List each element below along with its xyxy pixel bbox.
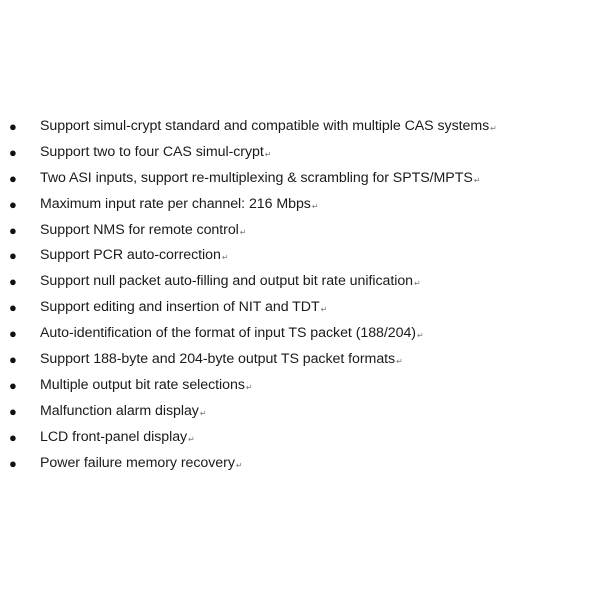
feature-text: LCD front-panel display↵ [40, 428, 195, 445]
list-item [0, 451, 600, 477]
list-item [0, 192, 600, 218]
paragraph-mark-icon: ↵ [396, 357, 403, 367]
list-item [0, 295, 600, 321]
bullet-icon: ● [9, 429, 17, 445]
list-item [0, 347, 600, 373]
bullet-icon: ● [9, 326, 17, 342]
bullet-icon: ● [9, 377, 17, 393]
feature-text: Support 188-byte and 204-byte output TS packet formats↵ [40, 351, 403, 368]
bullet-icon: ● [9, 352, 17, 368]
paragraph-mark-icon: ↵ [235, 460, 243, 470]
feature-text: Support editing and insertion of NIT and TDT↵ [40, 299, 328, 316]
paragraph-mark-icon: ↵ [245, 382, 253, 392]
feature-bullet-list [0, 114, 600, 476]
feature-text: Two ASI inputs, support re-multiplexing & scrambling for SPTS/MPTS↵ [40, 169, 481, 186]
paragraph-mark-icon: ↵ [473, 175, 481, 185]
list-item [0, 399, 600, 425]
list-item [0, 243, 600, 269]
feature-text: Maximum input rate per channel: 216 Mbps↵ [40, 195, 319, 212]
paragraph-mark-icon: ↵ [199, 408, 207, 418]
list-item [0, 114, 600, 140]
list-item [0, 166, 600, 192]
bullet-icon: ● [9, 196, 17, 212]
paragraph-mark-icon: ↵ [239, 227, 247, 237]
list-item [0, 425, 600, 451]
feature-text: Support NMS for remote control↵ [40, 221, 247, 238]
feature-text: Support null packet auto-filling and output bit rate unification↵ [40, 273, 421, 290]
feature-text: Malfunction alarm display↵ [40, 402, 207, 419]
feature-text: Auto-identification of the format of input TS packet (188/204)↵ [40, 325, 424, 342]
bullet-icon: ● [9, 403, 17, 419]
feature-text: Support PCR auto-correction↵ [40, 247, 229, 264]
feature-text: Power failure memory recovery↵ [40, 454, 243, 471]
paragraph-mark-icon: ↵ [320, 305, 328, 315]
bullet-icon: ● [9, 144, 17, 160]
paragraph-mark-icon: ↵ [264, 149, 272, 159]
bullet-icon: ● [9, 170, 17, 186]
paragraph-mark-icon: ↵ [311, 201, 319, 211]
paragraph-mark-icon: ↵ [188, 434, 195, 444]
list-item [0, 373, 600, 399]
bullet-icon: ● [9, 248, 17, 264]
paragraph-mark-icon: ↵ [221, 253, 229, 263]
bullet-icon: ● [9, 222, 17, 238]
bullet-icon: ● [9, 119, 17, 134]
list-item [0, 218, 600, 244]
paragraph-mark-icon: ↵ [414, 279, 421, 289]
bullet-icon: ● [9, 455, 17, 471]
feature-text: Support two to four CAS simul-crypt↵ [40, 143, 272, 160]
bullet-icon: ● [9, 274, 17, 290]
list-item [0, 269, 600, 295]
paragraph-mark-icon: ↵ [490, 124, 497, 133]
feature-text: Multiple output bit rate selections↵ [40, 376, 253, 393]
list-item [0, 321, 600, 347]
feature-text: Support simul-crypt standard and compatible with multiple CAS systems↵ [40, 118, 497, 134]
bullet-icon: ● [9, 300, 17, 316]
paragraph-mark-icon: ↵ [416, 331, 424, 341]
list-item [0, 140, 600, 166]
